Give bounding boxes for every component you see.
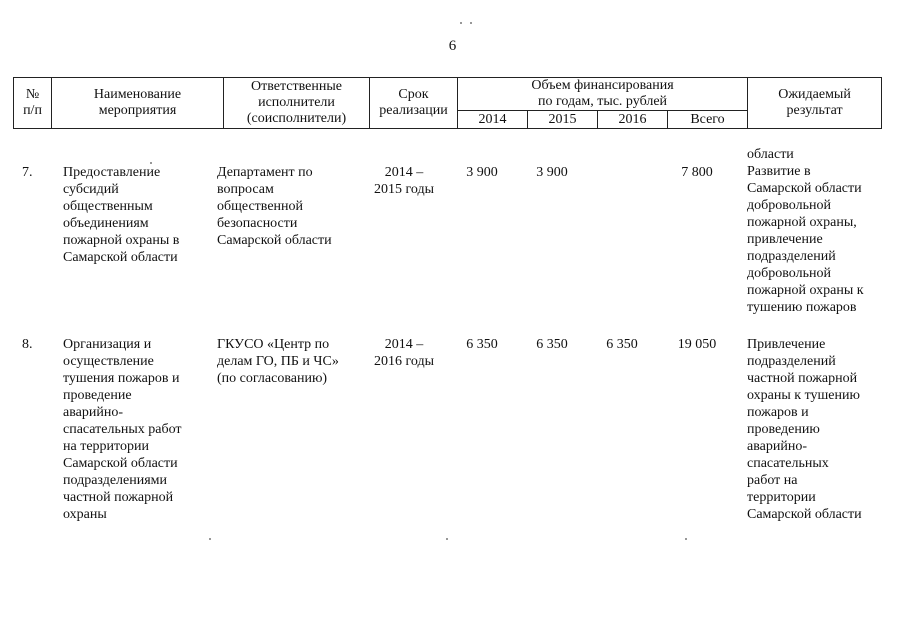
row-name: Предоставление субсидий общественным объединениям пожарной охраны в Самарской области (63, 165, 180, 265)
row-responsible: Департамент по вопросам общественной безопасности Самарской области (217, 165, 332, 248)
header-responsible: Ответственные исполнители (соисполнители) (224, 78, 370, 129)
scan-speck (446, 538, 448, 540)
header-year-2015: 2015 (528, 111, 598, 129)
row-result: Привлечение подразделений частной пожарной охраны к тушению пожаров и проведению аварийно- спасательных работ на территории Самарской области (747, 337, 862, 522)
row-name: Организация и осуществление тушения пожаров и проведение аварийно- спасательных работ на территории Самарской области подразделениями частной пожарной охраны (63, 337, 182, 522)
table-header (13, 77, 882, 129)
row-result: области Развитие в Самарской области добровольной пожарной охраны, привлечение подразделений добровольной пожарной охраны к тушению пожаров (747, 147, 864, 315)
header-name: Наименование мероприятия (52, 78, 224, 129)
header-result: Ожидаемый результат (748, 78, 882, 129)
row-responsible: ГКУСО «Центр по делам ГО, ПБ и ЧС» (по согласованию) (217, 337, 339, 386)
row-2016: 6 350 (606, 337, 638, 352)
row-num: 8. (22, 337, 33, 352)
row-2015: 3 900 (536, 165, 568, 180)
scan-speck (685, 538, 687, 540)
page-number: 6 (448, 38, 457, 54)
header-num: № п/п (14, 78, 52, 129)
header-year-2016: 2016 (598, 111, 668, 129)
row-2014: 6 350 (466, 337, 498, 352)
scan-speck (460, 22, 462, 24)
row-total: 7 800 (681, 165, 713, 180)
row-2015: 6 350 (536, 337, 568, 352)
header-term: Срок реализации (370, 78, 458, 129)
header-total: Всего (668, 111, 748, 129)
row-term: 2014 – 2015 годы (373, 165, 435, 197)
header-financing: Объем финансирования по годам, тыс. рублей (458, 78, 748, 111)
row-term: 2014 – 2016 годы (373, 337, 435, 369)
scan-speck (209, 538, 211, 540)
scan-speck (470, 22, 472, 24)
header-year-2014: 2014 (458, 111, 528, 129)
row-total: 19 050 (677, 337, 717, 352)
scan-speck (150, 162, 152, 164)
row-num: 7. (22, 165, 33, 180)
row-2014: 3 900 (466, 165, 498, 180)
